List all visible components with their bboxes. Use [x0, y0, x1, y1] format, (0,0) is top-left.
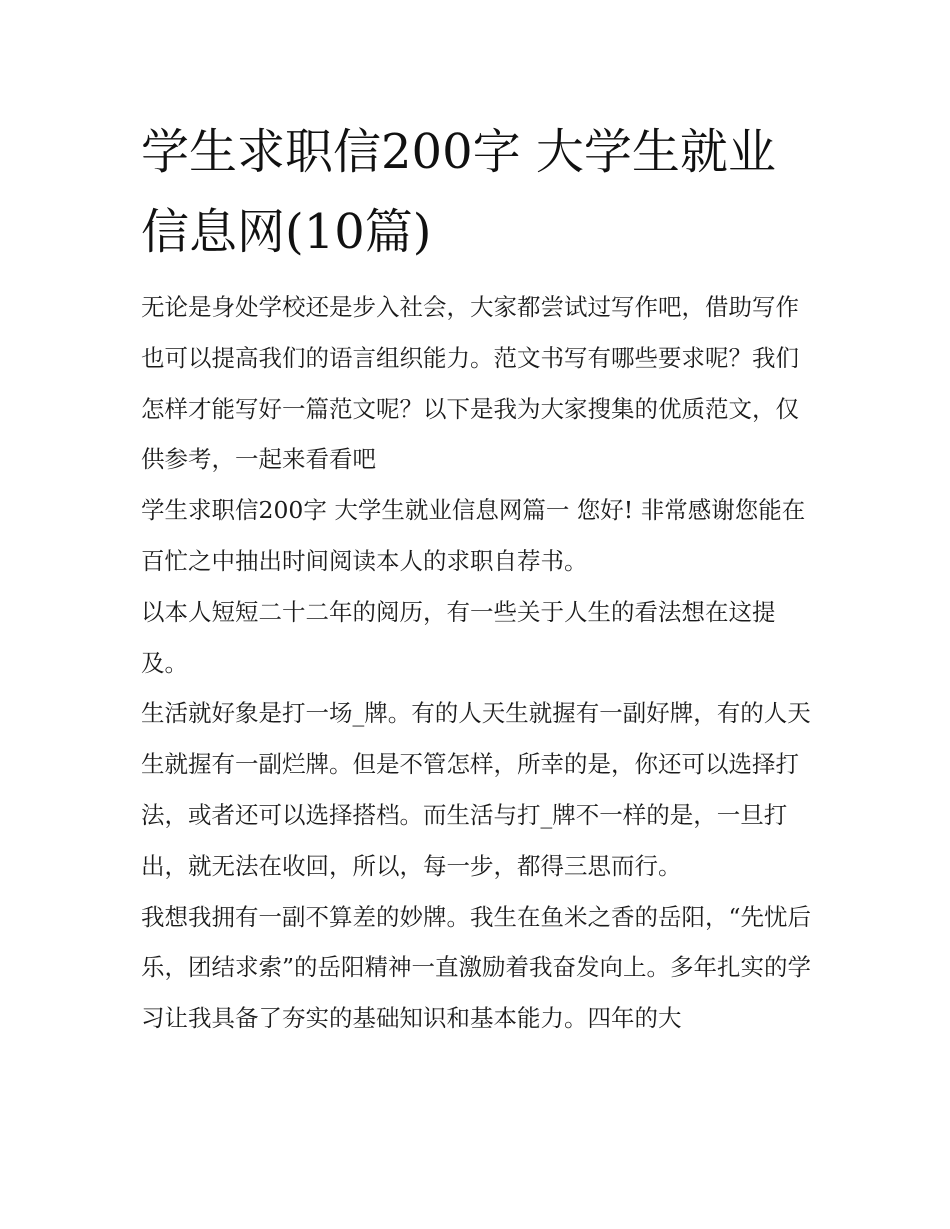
paragraph-view-on-life: 以本人短短二十二年的阅历，有一些关于人生的看法想在这提及。: [141, 597, 776, 677]
document-page: [141, 112, 813, 1044]
document-body: [141, 282, 813, 1044]
document-title: 学生求职信200字 大学生就业信息网(10篇): [141, 124, 776, 260]
paragraph-intro: 无论是身处学校还是步入社会，大家都尝试过写作吧，借助写作也可以提高我们的语言组织能力。范文书写有哪些要求呢？我们怎样才能写好一篇范文呢？以下是我为大家搜集的优质范文，仅供参考，一起来看看吧: [141, 293, 799, 474]
paragraph-greeting: 学生求职信200字 大学生就业信息网篇一 您好! 非常感谢您能在百忙之中抽出时间阅读本人的求职自荐书。: [141, 496, 806, 575]
paragraph-background: 我想我拥有一副不算差的妙牌。我生在鱼米之香的岳阳，“先忧后乐，团结求索”的岳阳精神一直激励着我奋发向上。多年扎实的学习让我具备了夯实的基础知识和基本能力。四年的大: [141, 902, 812, 1033]
paragraph-cards-metaphor: 生活就好象是打一场_牌。有的人天生就握有一副好牌，有的人天生就握有一副烂牌。但是不管怎样，所幸的是，你还可以选择打法，或者还可以选择搭档。而生活与打_牌不一样的是，一旦打出，就无法在收回，所以，每一步，都得三思而行。: [141, 699, 811, 880]
